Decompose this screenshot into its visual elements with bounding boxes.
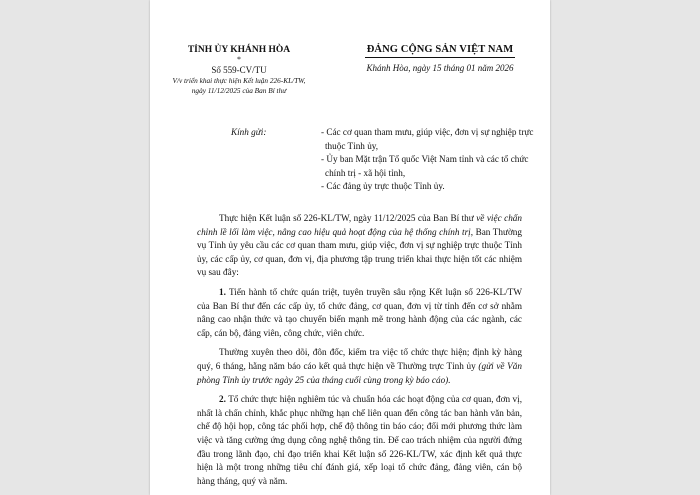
- subject-line-1: V/v triển khai thực hiện Kết luận 226-KL/TW,: [172, 76, 306, 85]
- intro-text-cont: , Ban Thường vụ Tỉnh ủy yêu cầu các cơ quan tham mưu, giúp việc, đơn vị sự nghiệp trực thuộc Tỉnh ủy, các cấp ủy, cơ quan, đơn vị, địa phương tập trung triển khai thực hiện tốt các nhiệm vụ sau đây:: [197, 226, 522, 278]
- paragraph-1b: [197, 346, 522, 387]
- org-name: TỈNH ỦY KHÁNH HÒA: [187, 45, 291, 55]
- party-block: [350, 44, 530, 74]
- paragraph-text: Tổ chức thực hiện nghiêm túc và chuẩn hóa các hoạt động của cơ quan, đơn vị, nhất là chấn chỉnh, khắc phục những hạn chế liên quan đến công tác ban hành văn bản, chế độ hội họp, công tác phối hợp, chế độ thông tin báo cáo; đổi mới phương thức làm việc và tăng cường ứng dụng công nghệ thông tin. Để cao trách nhiệm của người đứng đầu trong lãnh đạo, chỉ đạo triển khai Kết luận số 226-KL/TW, xác định kết quả thực hiện là một trong những tiêu chí đánh giá, xếp loại tổ chức đảng, đảng viên, cán bộ hàng tháng, quý và năm.: [197, 394, 522, 486]
- paragraph-text: Thường xuyên theo dõi, đôn đốc, kiểm tra việc tổ chức thực hiện; định kỳ hàng quý, 6 tháng, hằng năm báo cáo kết quả thực hiện về Thường trực Tỉnh ủy: [197, 347, 522, 371]
- recipient-item: - Các cơ quan tham mưu, giúp việc, đơn vị sự nghiệp trực thuộc Tỉnh ủy,: [321, 127, 534, 151]
- place-date: Khánh Hòa, ngày 15 tháng 01 năm 2026: [366, 63, 514, 73]
- issuer-block: [164, 44, 314, 95]
- recipients-list: [321, 126, 550, 194]
- party-name: ĐẢNG CỘNG SẢN VIỆT NAM: [366, 44, 514, 55]
- paragraph-text: Tiến hành tổ chức quán triệt, tuyên truyền sâu rộng Kết luận số 226-KL/TW của Ban Bí thư đến các cấp ủy, tổ chức đảng, cơ quan, đơn vị từ tỉnh đến cơ sở nhằm nâng cao nhận thức và tạo chuyển biến mạnh mẽ trong hành động của các ngành, các cấp, cán bộ, đảng viên, công chức, viên chức.: [197, 286, 522, 338]
- paragraph-number: 1.: [219, 286, 226, 297]
- document-number: Số 559-CV/TU: [211, 65, 267, 75]
- document-page: [150, 0, 550, 495]
- paragraph-2: [197, 393, 522, 488]
- intro-text: Thực hiện Kết luận số 226-KL/TW, ngày 11/12/2025 của Ban Bí thư: [219, 213, 477, 223]
- intro-italic-text: về việc chấn chỉnh lề lối làm việc, nâng cao hiệu quả hoạt động của hệ thống chính trị: [197, 213, 522, 237]
- recipient-item: - Ủy ban Mặt trận Tổ quốc Việt Nam tỉnh và các tổ chức chính trị - xã hội tỉnh,: [321, 154, 529, 178]
- subject-line-2: ngày 11/12/2025 của Ban Bí thư: [191, 85, 287, 95]
- recipients-label: Kính gửi:: [231, 127, 267, 137]
- document-body: [197, 212, 522, 494]
- party-underline: [365, 57, 515, 58]
- paragraph-italic-text: (gửi về Văn phòng Tỉnh ủy trước ngày 25 của tháng cuối cùng trong kỳ báo cáo).: [197, 360, 522, 385]
- intro-paragraph: [197, 212, 522, 280]
- paragraph-number: 2.: [219, 394, 226, 405]
- star-mark: *: [237, 55, 241, 64]
- paragraph-1: [197, 286, 522, 340]
- recipient-item: - Các đảng ủy trực thuộc Tỉnh ủy.: [321, 181, 445, 192]
